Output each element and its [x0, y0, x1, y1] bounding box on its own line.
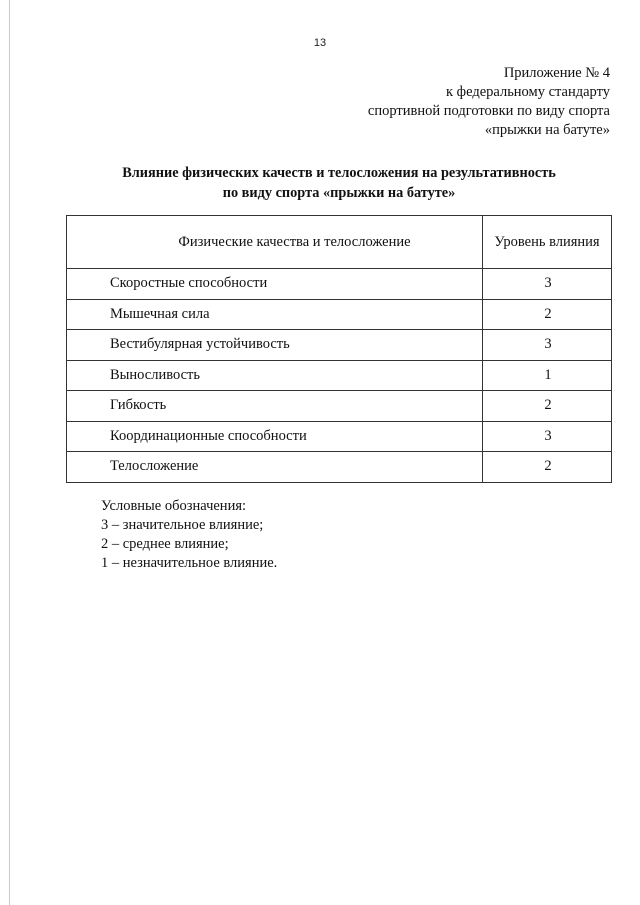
quality-cell: Координационные способности: [67, 421, 483, 452]
column-header-quality: Физические качества и телосложение: [67, 216, 483, 269]
table-row: [67, 421, 612, 452]
title-line: по виду спорта «прыжки на батуте»: [222, 185, 456, 201]
legend-heading: Условные обозначения:: [101, 498, 247, 514]
level-cell: 1: [483, 360, 612, 391]
quality-cell: Выносливость: [67, 360, 483, 391]
quality-cell: Гибкость: [67, 391, 483, 422]
page-number: 13: [313, 37, 327, 49]
table-header-row: [67, 216, 612, 269]
table-row: [67, 391, 612, 422]
document-title: [0, 163, 640, 203]
quality-cell: Телосложение: [67, 452, 483, 483]
level-cell: 2: [483, 391, 612, 422]
page-edge: [9, 0, 10, 905]
quality-cell: Скоростные способности: [67, 269, 483, 300]
title-line: Влияние физических качеств и телосложения на результативность: [122, 165, 556, 181]
level-cell: 3: [483, 330, 612, 361]
influence-table: [66, 215, 612, 483]
appendix-line: «прыжки на батуте»: [484, 122, 610, 138]
appendix-line: Приложение № 4: [503, 65, 610, 81]
level-cell: 3: [483, 421, 612, 452]
level-cell: 2: [483, 452, 612, 483]
appendix-line: к федеральному стандарту: [446, 84, 610, 100]
level-cell: 3: [483, 269, 612, 300]
legend-item: 2 – среднее влияние;: [101, 536, 229, 552]
table-row: [67, 330, 612, 361]
table-row: [67, 360, 612, 391]
legend-item: 1 – незначительное влияние.: [101, 555, 278, 571]
appendix-header: [368, 64, 610, 140]
legend: [101, 497, 277, 573]
level-cell: 2: [483, 299, 612, 330]
appendix-line: спортивной подготовки по виду спорта: [367, 103, 610, 119]
table-row: [67, 299, 612, 330]
table-row: [67, 269, 612, 300]
legend-item: 3 – значительное влияние;: [101, 517, 264, 533]
table-row: [67, 452, 612, 483]
quality-cell: Вестибулярная устойчивость: [67, 330, 483, 361]
column-header-level: Уровень влияния: [483, 216, 612, 269]
quality-cell: Мышечная сила: [67, 299, 483, 330]
